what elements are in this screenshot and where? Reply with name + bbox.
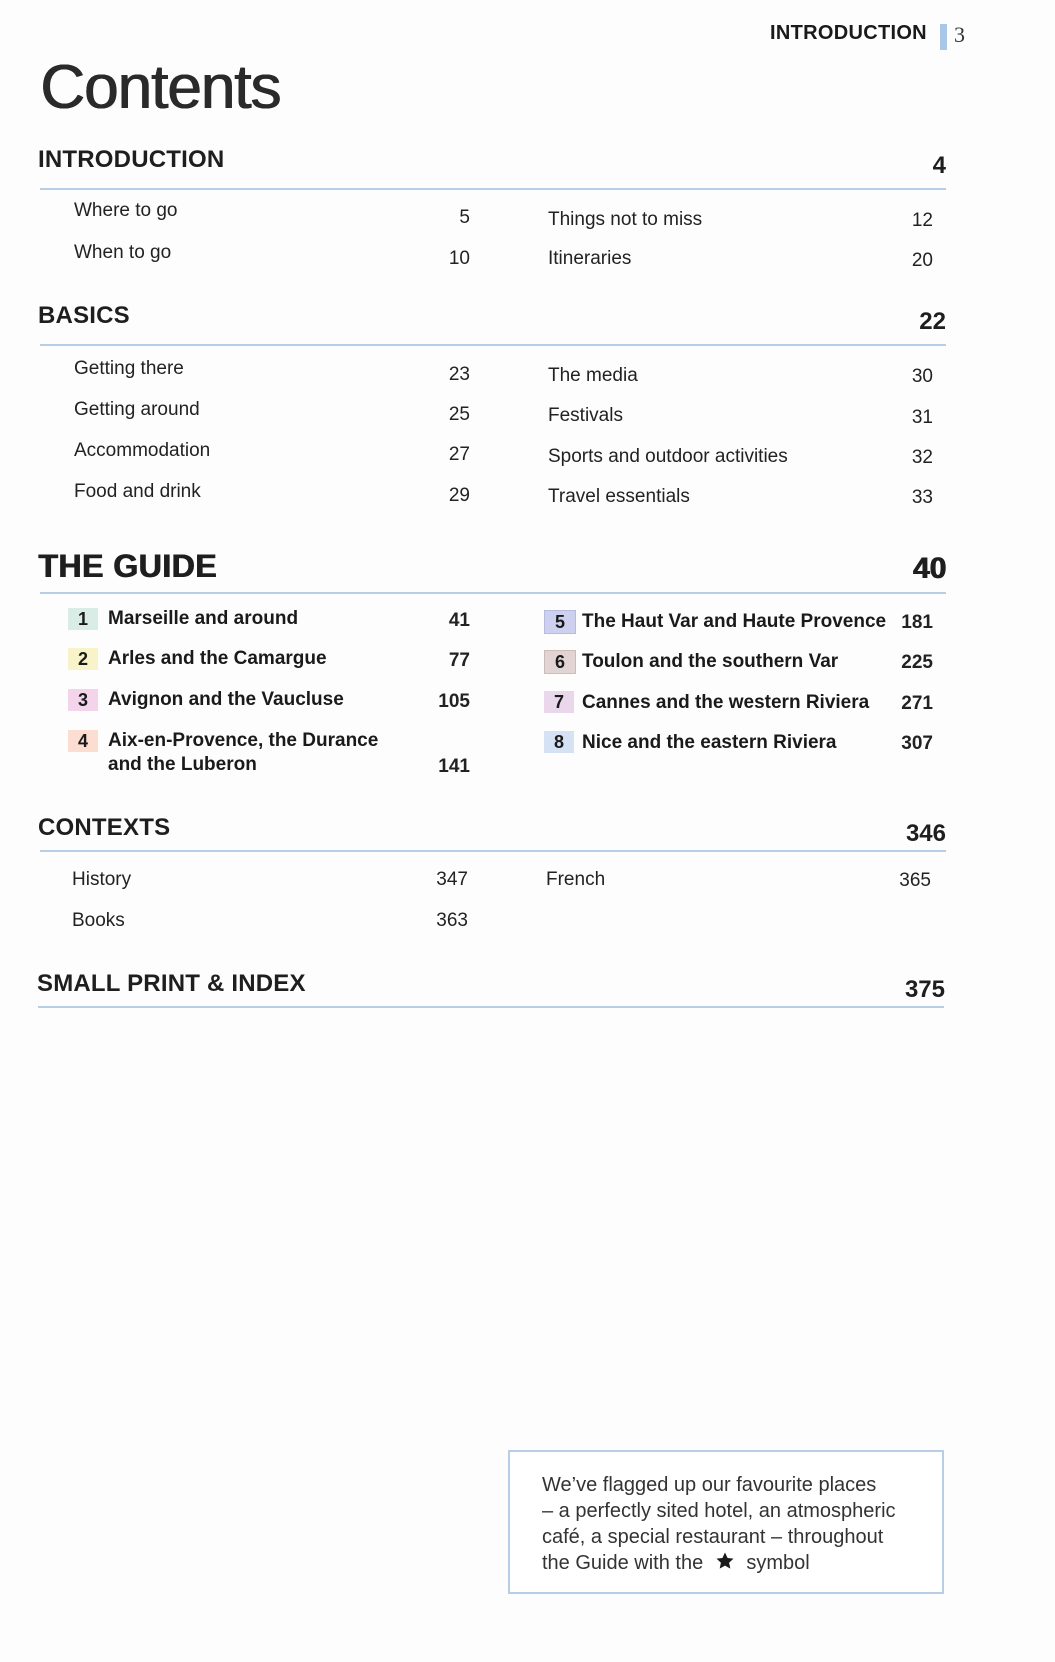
favourites-note-box — [508, 1450, 944, 1594]
note-line-text: symbol — [746, 1552, 810, 1574]
toc-entry-getting-there[interactable]: Getting there — [74, 358, 184, 379]
toc-entry-travel-essentials[interactable]: Travel essentials — [548, 486, 690, 507]
section-title: BASICS — [38, 302, 130, 329]
section-page: 4 — [932, 152, 946, 179]
toc-entry-books[interactable]: Books — [72, 910, 125, 931]
toc-entry-where-to-go[interactable]: Where to go — [74, 200, 178, 221]
toc-entry-page: 365 — [899, 870, 931, 891]
chapter-number-chip: 3 — [68, 689, 98, 711]
toc-entry-food-and-drink[interactable]: Food and drink — [74, 481, 201, 502]
section-page: 22 — [919, 308, 946, 335]
toc-entry-sports[interactable]: Sports and outdoor activities — [548, 446, 788, 467]
section-title: CONTEXTS — [38, 814, 171, 841]
chapter-number-chip: 1 — [68, 608, 98, 630]
chapter-avignon[interactable]: Avignon and the Vaucluse — [108, 689, 344, 710]
section-basics[interactable] — [38, 302, 946, 342]
chapter-page: 225 — [901, 652, 933, 673]
chapter-page: 181 — [901, 612, 933, 633]
toc-entry-page: 27 — [448, 444, 470, 465]
toc-entry-page: 363 — [436, 910, 468, 931]
toc-entry-history[interactable]: History — [72, 869, 132, 890]
section-title: THE GUIDE — [38, 548, 217, 584]
section-contexts[interactable] — [38, 814, 946, 854]
toc-entry-accommodation[interactable]: Accommodation — [74, 440, 211, 461]
note-line: café, a special restaurant – throughout — [542, 1526, 884, 1548]
section-title: SMALL PRINT & INDEX — [37, 970, 306, 997]
running-head-label: INTRODUCTION — [770, 22, 927, 44]
toc-entry-getting-around[interactable]: Getting around — [74, 399, 200, 420]
page-title: Contents — [40, 53, 281, 122]
toc-entry-festivals[interactable]: Festivals — [548, 405, 623, 426]
note-line-text: the Guide with the — [542, 1552, 704, 1574]
section-page: 346 — [905, 820, 946, 847]
page-number: 3 — [954, 22, 965, 47]
chapter-number-chip: 6 — [544, 650, 576, 674]
chapter-aix-line1[interactable]: Aix-en-Provence, the Durance — [108, 730, 379, 751]
chapter-number-chip: 7 — [544, 691, 574, 713]
section-rule — [40, 188, 946, 190]
note-line — [542, 1550, 922, 1578]
running-head — [740, 22, 980, 52]
section-rule — [38, 1006, 944, 1008]
toc-entry-page: 20 — [911, 250, 933, 271]
chapter-page: 41 — [448, 610, 470, 631]
chapter-number-chip: 2 — [68, 648, 98, 670]
chapter-number-chip: 4 — [68, 730, 98, 752]
toc-entry-page: 347 — [436, 869, 468, 890]
toc-entry-page: 33 — [911, 487, 933, 508]
chapter-toulon[interactable]: Toulon and the southern Var — [582, 651, 839, 672]
toc-entry-page: 29 — [448, 485, 470, 506]
chapter-page: 77 — [448, 650, 470, 671]
chapter-number-chip: 8 — [544, 731, 574, 753]
section-the-guide[interactable] — [38, 548, 946, 594]
toc-entry-things-not-to-miss[interactable]: Things not to miss — [548, 209, 703, 230]
toc-entry-page: 5 — [459, 207, 470, 228]
toc-entry-page: 23 — [448, 364, 470, 385]
toc-entry-page: 12 — [911, 210, 933, 231]
chapter-page: 307 — [901, 733, 933, 754]
section-rule — [40, 592, 946, 594]
section-page: 375 — [904, 976, 945, 1003]
section-rule — [40, 850, 946, 852]
chapter-page: 141 — [438, 756, 470, 777]
running-head-bar — [940, 24, 947, 50]
toc-entry-page: 31 — [911, 407, 933, 428]
toc-entry-itineraries[interactable]: Itineraries — [548, 248, 632, 269]
toc-entry-when-to-go[interactable]: When to go — [74, 242, 172, 263]
toc-entry-french[interactable]: French — [546, 869, 606, 890]
toc-entry-page: 30 — [911, 366, 933, 387]
chapter-marseille[interactable]: Marseille and around — [108, 608, 299, 629]
section-page: 40 — [912, 552, 946, 585]
section-title: INTRODUCTION — [38, 146, 225, 173]
toc-entry-the-media[interactable]: The media — [548, 365, 638, 386]
note-line: – a perfectly sited hotel, an atmospheric — [542, 1500, 896, 1522]
star-icon — [715, 1551, 735, 1578]
section-rule — [40, 344, 946, 346]
chapter-cannes[interactable]: Cannes and the western Riviera — [582, 692, 870, 713]
section-small-print[interactable] — [37, 970, 945, 1010]
toc-entry-page: 32 — [911, 447, 933, 468]
chapter-number-chip: 5 — [544, 610, 576, 634]
favourites-note-text — [542, 1472, 922, 1578]
chapter-arles[interactable]: Arles and the Camargue — [108, 648, 327, 669]
note-line: We’ve flagged up our favourite places — [542, 1474, 877, 1496]
chapter-aix-line2[interactable]: and the Luberon — [108, 754, 257, 775]
chapter-haut-var[interactable]: The Haut Var and Haute Provence — [582, 611, 887, 632]
chapter-nice[interactable]: Nice and the eastern Riviera — [582, 732, 837, 753]
toc-entry-page: 10 — [448, 248, 470, 269]
toc-entry-page: 25 — [448, 404, 470, 425]
chapter-page: 105 — [438, 691, 470, 712]
chapter-page: 271 — [901, 693, 933, 714]
section-introduction[interactable] — [38, 146, 946, 186]
